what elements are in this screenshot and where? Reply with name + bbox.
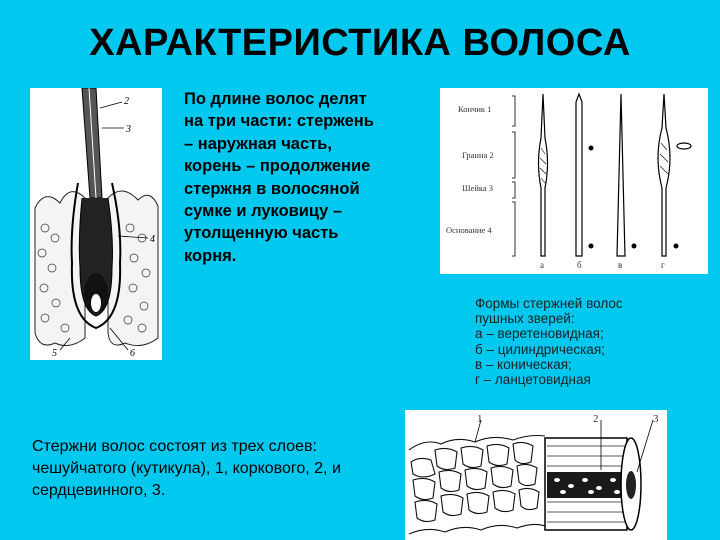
forms-letter: а — [540, 260, 544, 270]
page-title: ХАРАКТЕРИСТИКА ВОЛОСА — [89, 22, 631, 64]
follicle-label: 2 — [124, 96, 129, 107]
caption-line: Формы стержней волос — [475, 296, 623, 311]
hair-layers-illustration — [405, 410, 667, 540]
forms-part-label: Основание 4 — [446, 225, 492, 235]
follicle-label: 4 — [150, 234, 155, 245]
layers-label: 3 — [653, 413, 659, 425]
shaft-forms-caption — [475, 296, 715, 387]
caption-line: пушных зверей: — [475, 311, 575, 327]
layers-label: 1 — [477, 413, 483, 425]
forms-part-label: Кончик 1 — [458, 104, 492, 114]
forms-letter: в — [618, 260, 623, 270]
forms-part-label: Гранна 2 — [462, 150, 494, 160]
hair-parts-description: По длине волос делят на три части: стержень – наружная часть, корень – продолжение стержня в волосяной сумке и луковицу – утолщенную часть корня. — [184, 90, 374, 265]
caption-line: а – веретеновидная; — [475, 326, 604, 342]
follicle-label: 3 — [126, 124, 131, 135]
hair-follicle-illustration — [30, 88, 162, 360]
follicle-label: 5 — [52, 348, 57, 359]
layers-label: 2 — [593, 413, 599, 425]
forms-letter: г — [661, 260, 665, 270]
caption-line: г – ланцетовидная — [475, 372, 591, 388]
forms-part-label: Шейка 3 — [462, 183, 494, 193]
follicle-label: 6 — [130, 348, 135, 359]
shaft-forms-diagram — [440, 88, 708, 274]
forms-letter: б — [577, 260, 582, 270]
caption-line: в – коническая; — [475, 356, 572, 372]
hair-layers-description: Стержни волос состоят из трех слоев: чешуйчатого (кутикула), 1, коркового, 2, и сердцевинного, 3. — [32, 438, 341, 499]
caption-line: б – цилиндрическая; — [475, 341, 605, 357]
